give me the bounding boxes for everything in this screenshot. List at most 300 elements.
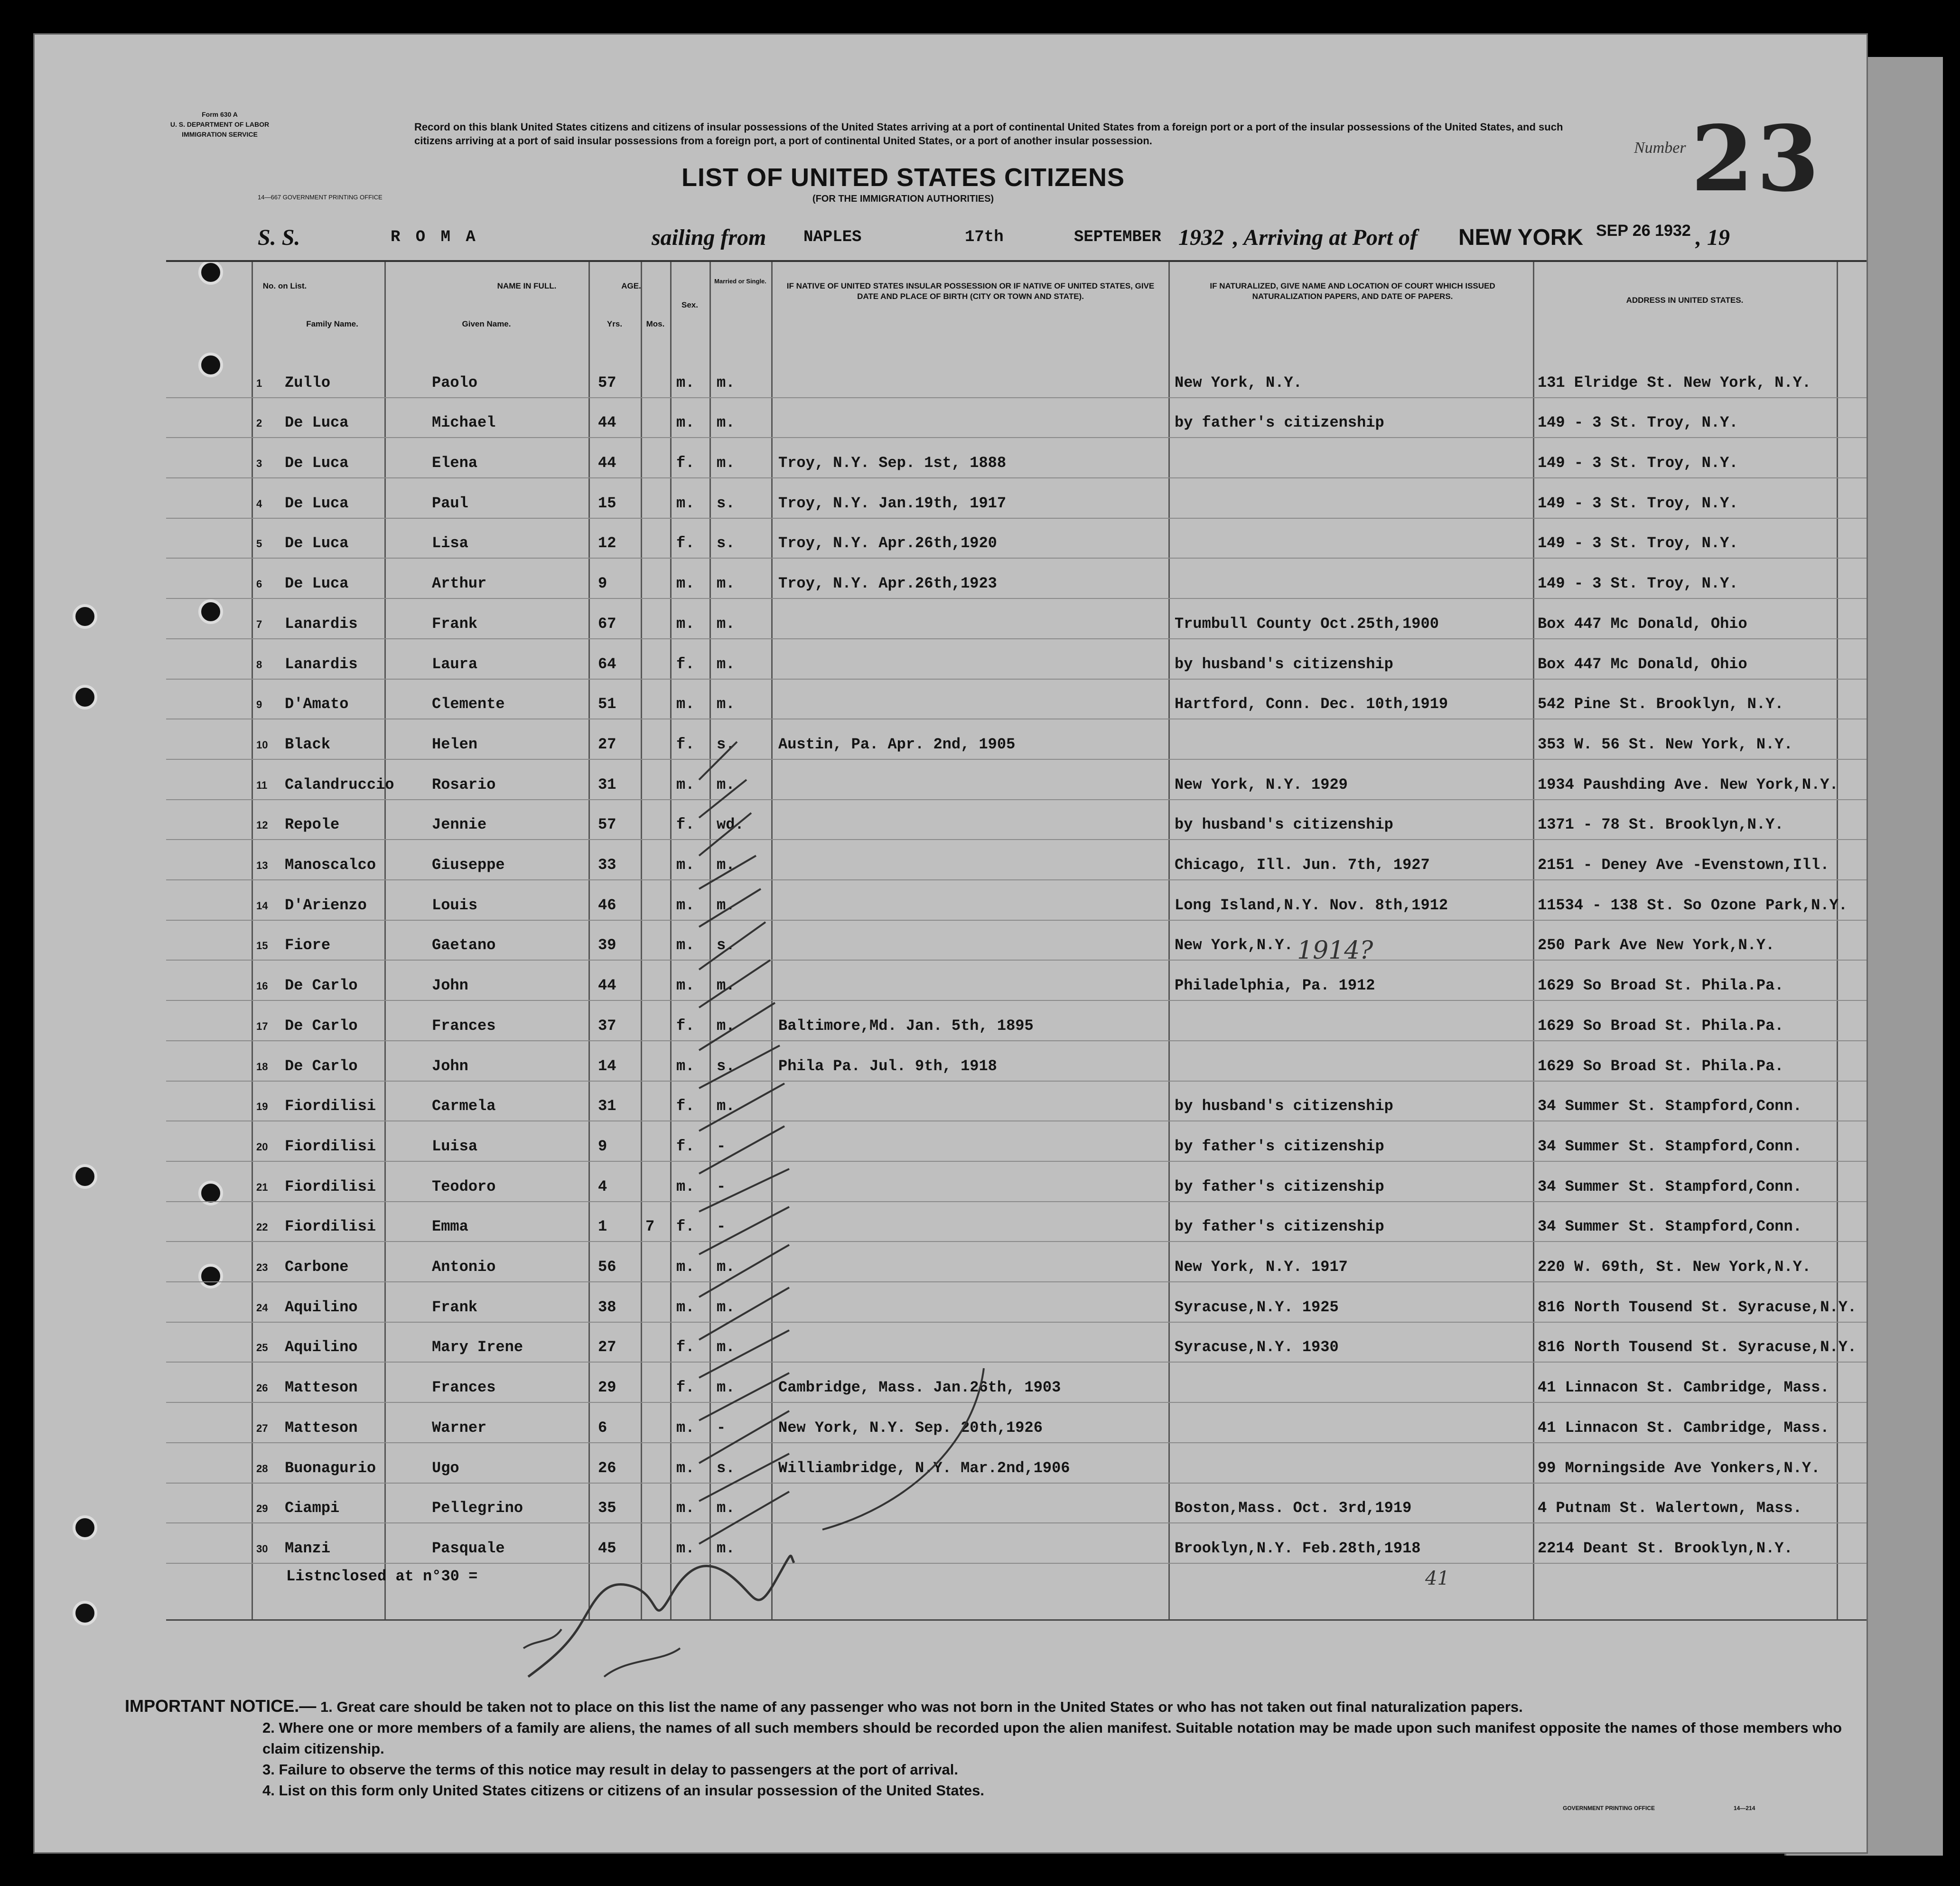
cell-family: Buonagurio — [285, 1459, 376, 1477]
cell-sex: m. — [676, 1539, 695, 1557]
cell-sex: m. — [676, 856, 695, 874]
form-identifier — [113, 110, 327, 140]
table-row — [166, 558, 1868, 599]
cell-addr: 2214 Deant St. Brooklyn,N.Y. — [1538, 1539, 1793, 1557]
cell-nat: New York, N.Y. — [1175, 373, 1302, 392]
notice-item: 3. Failure to observe the terms of this notice may result in delay to passengers at the port of arrival. — [262, 1761, 959, 1778]
cell-family: De Luca — [285, 414, 349, 432]
cell-given: Frank — [432, 615, 478, 633]
cell-no: 8 — [256, 658, 262, 671]
table-row — [166, 397, 1868, 439]
header-birth: IF NATIVE OF UNITED STATES INSULAR POSSESSION OR IF NATIVE OF UNITED STATES, GIVE DATE AND PLACE OF BIRTH (CITY OR TOWN AND STATE). — [786, 281, 1155, 301]
cell-given: Antonio — [432, 1258, 496, 1276]
punch-hole — [73, 604, 97, 629]
cell-yrs: 51 — [598, 695, 616, 713]
cell-given: Lisa — [432, 534, 468, 552]
cell-no: 13 — [256, 859, 268, 872]
table-row — [166, 679, 1868, 720]
form-number: Form 630 A — [202, 111, 238, 118]
cell-addr: 220 W. 69th, St. New York,N.Y. — [1538, 1258, 1811, 1276]
important-notice — [125, 1696, 1857, 1801]
cell-no: 12 — [256, 819, 268, 831]
page-title: LIST OF UNITED STATES CITIZENS — [681, 163, 1125, 192]
cell-ms: s. — [717, 534, 735, 552]
page-subtitle: (FOR THE IMMIGRATION AUTHORITIES) — [812, 194, 994, 204]
cell-given: Warner — [432, 1419, 487, 1437]
cell-given: Emma — [432, 1218, 468, 1236]
cell-ms: m. — [717, 1097, 735, 1115]
cell-no: 11 — [256, 779, 268, 791]
cell-addr: 41 Linnacon St. Cambridge, Mass. — [1538, 1379, 1829, 1397]
cell-given: Clemente — [432, 695, 505, 713]
cell-addr: 34 Summer St. Stampford,Conn. — [1538, 1137, 1802, 1155]
cell-ms: s. — [717, 1459, 735, 1477]
cell-ms: - — [717, 1419, 726, 1437]
cell-sex: m. — [676, 615, 695, 633]
cell-nat: by father's citizenship — [1175, 1177, 1384, 1195]
cell-nat: Syracuse,N.Y. 1930 — [1175, 1338, 1339, 1356]
cell-sex: f. — [676, 1017, 695, 1035]
cell-birth: Troy, N.Y. Apr.26th,1923 — [778, 575, 997, 593]
cell-no: 14 — [256, 899, 268, 912]
cell-nat: by husband's citizenship — [1175, 1097, 1393, 1115]
cell-family: Zullo — [285, 373, 331, 392]
cell-yrs: 27 — [598, 735, 616, 753]
cell-given: Pellegrino — [432, 1499, 523, 1517]
cell-sex: m. — [676, 1177, 695, 1195]
cell-sex: m. — [676, 575, 695, 593]
cell-family: Matteson — [285, 1419, 358, 1437]
cell-no: 19 — [256, 1101, 268, 1113]
cell-no: 2 — [256, 417, 262, 429]
cell-addr: 34 Summer St. Stampford,Conn. — [1538, 1218, 1802, 1236]
cell-family: Black — [285, 735, 331, 753]
cell-sex: f. — [676, 1137, 695, 1155]
cell-addr: 149 - 3 St. Troy, N.Y. — [1538, 575, 1738, 593]
cell-birth: Troy, N.Y. Jan.19th, 1917 — [778, 494, 1007, 512]
cell-sex: f. — [676, 735, 695, 753]
cell-family: Fiordilisi — [285, 1218, 376, 1236]
cell-family: Aquilino — [285, 1338, 358, 1356]
cell-birth: Phila Pa. Jul. 9th, 1918 — [778, 1057, 997, 1075]
cell-sex: f. — [676, 1379, 695, 1397]
cell-addr: 1629 So Broad St. Phila.Pa. — [1538, 1057, 1784, 1075]
form-number-bottom: 14—214 — [1734, 1805, 1755, 1811]
cell-addr: 250 Park Ave New York,N.Y. — [1538, 936, 1775, 954]
cell-addr: 34 Summer St. Stampford,Conn. — [1538, 1177, 1802, 1195]
cell-addr: 816 North Tousend St. Syracuse,N.Y. — [1538, 1298, 1857, 1316]
table-row — [166, 638, 1868, 680]
cell-addr: 1371 - 78 St. Brooklyn,N.Y. — [1538, 816, 1784, 834]
cell-no: 15 — [256, 940, 268, 952]
cell-sex: f. — [676, 816, 695, 834]
cell-ms: m. — [717, 615, 735, 633]
cell-ms: m. — [717, 856, 735, 874]
cell-family: De Luca — [285, 454, 349, 472]
header-family-name: Family Name. — [306, 319, 358, 328]
notice-item: 2. Where one or more members of a family are aliens, the names of all such members should be recorded upon the alien manifest. Suitable notation may be made upon such manifest opposite the names of those members who claim citizenship. — [262, 1719, 1842, 1757]
cell-ms: m. — [717, 896, 735, 914]
cell-no: 25 — [256, 1342, 268, 1354]
cell-yrs: 44 — [598, 454, 616, 472]
cell-given: Rosario — [432, 775, 496, 794]
cell-family: De Carlo — [285, 1057, 358, 1075]
cell-ms: m. — [717, 655, 735, 673]
cell-family: Lanardis — [285, 655, 358, 673]
cell-sex: f. — [676, 1097, 695, 1115]
cell-no: 5 — [256, 538, 262, 550]
cell-mos: 7 — [645, 1218, 655, 1236]
cell-given: Michael — [432, 414, 496, 432]
sailing-year: 1932 — [1178, 225, 1224, 250]
cell-family: D'Amato — [285, 695, 349, 713]
cell-sex: m. — [676, 1499, 695, 1517]
cell-ms: - — [717, 1218, 726, 1236]
cell-no: 29 — [256, 1503, 268, 1515]
cell-yrs: 31 — [598, 1097, 616, 1115]
cell-nat: Chicago, Ill. Jun. 7th, 1927 — [1175, 856, 1430, 874]
tick-marks — [680, 723, 1022, 1643]
header-address: ADDRESS IN UNITED STATES. — [1626, 296, 1744, 305]
cell-addr: 11534 - 138 St. So Ozone Park,N.Y. — [1538, 896, 1848, 914]
cell-yrs: 57 — [598, 373, 616, 392]
handwritten-mark: 41 — [1425, 1568, 1449, 1589]
cell-yrs: 38 — [598, 1298, 616, 1316]
cell-given: Paolo — [432, 373, 478, 392]
cell-addr: 542 Pine St. Brooklyn, N.Y. — [1538, 695, 1784, 713]
cell-yrs: 35 — [598, 1499, 616, 1517]
cell-birth: New York, N.Y. Sep. 20th,1926 — [778, 1419, 1043, 1437]
cell-nat: New York,N.Y. — [1175, 936, 1293, 954]
cell-yrs: 29 — [598, 1379, 616, 1397]
cell-nat: Hartford, Conn. Dec. 10th,1919 — [1175, 695, 1448, 713]
cell-no: 20 — [256, 1140, 268, 1153]
cell-yrs: 37 — [598, 1017, 616, 1035]
header-no: No. on List. — [262, 281, 307, 290]
cell-nat: Syracuse,N.Y. 1925 — [1175, 1298, 1339, 1316]
arriving-label: , Arriving at Port of — [1233, 225, 1418, 250]
cell-no: 30 — [256, 1542, 268, 1555]
cell-addr: 149 - 3 St. Troy, N.Y. — [1538, 534, 1738, 552]
cell-family: Fiore — [285, 936, 331, 954]
cell-yrs: 15 — [598, 494, 616, 512]
cell-addr: 4 Putnam St. Walertown, Mass. — [1538, 1499, 1802, 1517]
cell-nat: New York, N.Y. 1917 — [1175, 1258, 1348, 1276]
sailing-month: SEPTEMBER — [1074, 228, 1161, 246]
table-row — [166, 477, 1868, 519]
form-instructions: Record on this blank United States citizens and citizens of insular possessions of the United States arriving at a port of continental United States from a foreign port or a port of the insular possessions of the United States, and such citizens arriving at a port of said insular possessions from a foreign port, a port of continental United States, or a port of another insular possession. — [414, 121, 1563, 147]
cell-sex: m. — [676, 1298, 695, 1316]
cell-family: Ciampi — [285, 1499, 340, 1517]
sailing-day: 17th — [965, 228, 1004, 246]
service-name: IMMIGRATION SERVICE — [182, 131, 258, 138]
cell-ms: m. — [717, 695, 735, 713]
cell-no: 7 — [256, 618, 262, 630]
cell-family: De Luca — [285, 534, 349, 552]
header-name-in-full: NAME IN FULL. — [497, 281, 557, 290]
cell-nat: Brooklyn,N.Y. Feb.28th,1918 — [1175, 1539, 1421, 1557]
table-row — [166, 518, 1868, 559]
cell-sex: f. — [676, 655, 695, 673]
cell-given: Teodoro — [432, 1177, 496, 1195]
cell-addr: Box 447 Mc Donald, Ohio — [1538, 615, 1747, 633]
cell-given: Gaetano — [432, 936, 496, 954]
cell-addr: 131 Elridge St. New York, N.Y. — [1538, 373, 1811, 392]
cell-no: 26 — [256, 1382, 268, 1394]
cell-addr: Box 447 Mc Donald, Ohio — [1538, 655, 1747, 673]
cell-family: Manoscalco — [285, 856, 376, 874]
cell-ms: s. — [717, 735, 735, 753]
cell-yrs: 44 — [598, 414, 616, 432]
cell-addr: 41 Linnacon St. Cambridge, Mass. — [1538, 1419, 1829, 1437]
cell-nat: by husband's citizenship — [1175, 655, 1393, 673]
cell-addr: 149 - 3 St. Troy, N.Y. — [1538, 414, 1738, 432]
cell-addr: 149 - 3 St. Troy, N.Y. — [1538, 494, 1738, 512]
cell-birth: Troy, N.Y. Sep. 1st, 1888 — [778, 454, 1007, 472]
cell-sex: m. — [676, 1258, 695, 1276]
cell-nat: Trumbull County Oct.25th,1900 — [1175, 615, 1439, 633]
manifest-page — [33, 33, 1868, 1854]
punch-hole — [73, 1164, 97, 1189]
cell-given: Laura — [432, 655, 478, 673]
cell-birth: Austin, Pa. Apr. 2nd, 1905 — [778, 735, 1016, 753]
cell-given: Luisa — [432, 1137, 478, 1155]
cell-ms: wd. — [717, 816, 744, 834]
cell-given: Helen — [432, 735, 478, 753]
cell-nat: Boston,Mass. Oct. 3rd,1919 — [1175, 1499, 1412, 1517]
cell-no: 21 — [256, 1181, 268, 1193]
cell-ms: m. — [717, 1499, 735, 1517]
cell-given: John — [432, 977, 468, 995]
cell-yrs: 57 — [598, 816, 616, 834]
cell-given: Pasquale — [432, 1539, 505, 1557]
cell-addr: 149 - 3 St. Troy, N.Y. — [1538, 454, 1738, 472]
arrival-stamp: SEP 26 1932 — [1596, 222, 1691, 240]
cell-birth: Williambridge, N.Y. Mar.2nd,1906 — [778, 1459, 1070, 1477]
cell-nat: by father's citizenship — [1175, 414, 1384, 432]
cell-sex: f. — [676, 454, 695, 472]
cell-no: 24 — [256, 1301, 268, 1314]
cell-addr: 1934 Paushding Ave. New York,N.Y. — [1538, 775, 1839, 794]
cell-sex: m. — [676, 977, 695, 995]
year-label: , 19 — [1696, 225, 1730, 250]
cell-yrs: 26 — [598, 1459, 616, 1477]
sailing-label: sailing from — [652, 225, 766, 250]
cell-no: 16 — [256, 980, 268, 992]
cell-no: 6 — [256, 578, 262, 590]
cell-yrs: 46 — [598, 896, 616, 914]
cell-birth: Baltimore,Md. Jan. 5th, 1895 — [778, 1017, 1034, 1035]
header-married-single: Married or Single. — [714, 278, 766, 285]
cell-birth: Troy, N.Y. Apr.26th,1920 — [778, 534, 997, 552]
cell-addr: 353 W. 56 St. New York, N.Y. — [1538, 735, 1793, 753]
cell-ms: m. — [717, 1258, 735, 1276]
table-row — [166, 357, 1868, 398]
cell-ms: m. — [717, 373, 735, 392]
cell-ms: m. — [717, 977, 735, 995]
cell-given: Mary Irene — [432, 1338, 523, 1356]
cell-given: Ugo — [432, 1459, 459, 1477]
cell-yrs: 44 — [598, 977, 616, 995]
cell-ms: s. — [717, 1057, 735, 1075]
cell-family: Matteson — [285, 1379, 358, 1397]
header-age: AGE. — [621, 281, 641, 290]
cell-family: D'Arienzo — [285, 896, 367, 914]
header-sex: Sex. — [681, 300, 698, 309]
cell-family: Aquilino — [285, 1298, 358, 1316]
header-naturalized: IF NATURALIZED, GIVE NAME AND LOCATION OF COURT WHICH ISSUED NATURALIZATION PAPERS, AND DATE OF PAPERS. — [1210, 281, 1495, 301]
cell-sex: f. — [676, 534, 695, 552]
cell-sex: m. — [676, 1459, 695, 1477]
cell-ms: s. — [717, 494, 735, 512]
cell-sex: m. — [676, 896, 695, 914]
cell-ms: s. — [717, 936, 735, 954]
cell-family: De Carlo — [285, 1017, 358, 1035]
cell-sex: m. — [676, 373, 695, 392]
cell-addr: 99 Morningside Ave Yonkers,N.Y. — [1538, 1459, 1820, 1477]
cell-yrs: 6 — [598, 1419, 607, 1437]
table-row — [166, 598, 1868, 639]
cell-nat: New York, N.Y. 1929 — [1175, 775, 1348, 794]
cell-given: Elena — [432, 454, 478, 472]
cell-no: 23 — [256, 1261, 268, 1274]
cell-family: Fiordilisi — [285, 1177, 376, 1195]
cell-ms: m. — [717, 575, 735, 593]
cell-ms: m. — [717, 1539, 735, 1557]
table-row — [166, 437, 1868, 478]
cell-addr: 816 North Tousend St. Syracuse,N.Y. — [1538, 1338, 1857, 1356]
cell-yrs: 64 — [598, 655, 616, 673]
cell-no: 10 — [256, 738, 268, 751]
cell-family: Lanardis — [285, 615, 358, 633]
cell-given: Arthur — [432, 575, 487, 593]
cell-family: De Luca — [285, 494, 349, 512]
cell-no: 4 — [256, 497, 262, 510]
cell-yrs: 39 — [598, 936, 616, 954]
cell-ms: m. — [717, 1017, 735, 1035]
cell-birth: Cambridge, Mass. Jan.26th, 1903 — [778, 1379, 1061, 1397]
cell-addr: 1629 So Broad St. Phila.Pa. — [1538, 1017, 1784, 1035]
cell-family: Repole — [285, 816, 340, 834]
cell-ms: - — [717, 1137, 726, 1155]
port-from: NAPLES — [803, 228, 862, 246]
cell-yrs: 12 — [598, 534, 616, 552]
list-closed-note: Listnclosed at n°30 = — [286, 1568, 478, 1585]
header-yrs: Yrs. — [607, 319, 623, 328]
cell-nat: Philadelphia, Pa. 1912 — [1175, 977, 1375, 995]
cell-no: 1 — [256, 377, 262, 389]
ss-label: S. S. — [258, 225, 300, 250]
cell-no: 9 — [256, 699, 262, 711]
cell-no: 28 — [256, 1462, 268, 1475]
cell-family: De Luca — [285, 575, 349, 593]
cell-family: Fiordilisi — [285, 1097, 376, 1115]
printing-office-bottom: GOVERNMENT PRINTING OFFICE — [1563, 1805, 1655, 1811]
cell-given: John — [432, 1057, 468, 1075]
cell-nat: by father's citizenship — [1175, 1137, 1384, 1155]
cell-addr: 2151 - Deney Ave -Evenstown,Ill. — [1538, 856, 1829, 874]
cell-no: 3 — [256, 457, 262, 470]
ship-name: R O M A — [391, 228, 478, 246]
cell-family: Calandruccio — [285, 775, 394, 794]
handwritten-annotation: 1914? — [1297, 936, 1373, 965]
cell-sex: m. — [676, 1057, 695, 1075]
cell-yrs: 1 — [598, 1218, 607, 1236]
cell-family: Manzi — [285, 1539, 331, 1557]
port-to: NEW YORK — [1458, 225, 1584, 250]
cell-ms: - — [717, 1177, 726, 1195]
cell-sex: m. — [676, 494, 695, 512]
cell-addr: 34 Summer St. Stampford,Conn. — [1538, 1097, 1802, 1115]
cell-yrs: 4 — [598, 1177, 607, 1195]
cell-ms: m. — [717, 1379, 735, 1397]
number-label: Number — [1634, 139, 1686, 157]
notice-item: 4. List on this form only United States citizens or citizens of an insular possession of the United States. — [262, 1782, 984, 1799]
cell-nat: Long Island,N.Y. Nov. 8th,1912 — [1175, 896, 1448, 914]
cell-sex: m. — [676, 695, 695, 713]
cell-family: Fiordilisi — [285, 1137, 376, 1155]
cell-ms: m. — [717, 414, 735, 432]
cell-yrs: 9 — [598, 575, 607, 593]
cell-given: Paul — [432, 494, 468, 512]
cell-sex: m. — [676, 936, 695, 954]
cell-no: 18 — [256, 1060, 268, 1073]
voyage-line — [35, 224, 1791, 253]
cell-sex: m. — [676, 414, 695, 432]
notice-item: 1. Great care should be taken not to place on this list the name of any passenger who was not born in the United States or who has not taken out final naturalization papers. — [320, 1699, 1523, 1715]
cell-yrs: 27 — [598, 1338, 616, 1356]
punch-hole — [73, 1515, 97, 1540]
cell-yrs: 31 — [598, 775, 616, 794]
cell-yrs: 9 — [598, 1137, 607, 1155]
cell-given: Carmela — [432, 1097, 496, 1115]
cell-no: 17 — [256, 1020, 268, 1032]
cell-no: 22 — [256, 1221, 268, 1233]
cell-ms: m. — [717, 1298, 735, 1316]
list-number: 23 — [1691, 106, 1822, 212]
cell-yrs: 45 — [598, 1539, 616, 1557]
header-mos: Mos. — [646, 319, 665, 328]
punch-hole — [73, 1601, 97, 1625]
punch-hole — [73, 685, 97, 710]
cell-given: Giuseppe — [432, 856, 505, 874]
cell-yrs: 33 — [598, 856, 616, 874]
cell-yrs: 14 — [598, 1057, 616, 1075]
cell-given: Jennie — [432, 816, 487, 834]
cell-nat: by husband's citizenship — [1175, 816, 1393, 834]
notice-heading: IMPORTANT NOTICE.— — [125, 1696, 317, 1716]
printing-office-note: 14—667 GOVERNMENT PRINTING OFFICE — [258, 194, 383, 201]
cell-given: Frank — [432, 1298, 478, 1316]
department-name: U. S. DEPARTMENT OF LABOR — [170, 121, 270, 128]
cell-sex: f. — [676, 1218, 695, 1236]
cell-ms: m. — [717, 775, 735, 794]
header-given-name: Given Name. — [462, 319, 511, 328]
cell-family: De Carlo — [285, 977, 358, 995]
cell-family: Carbone — [285, 1258, 349, 1276]
cell-ms: m. — [717, 1338, 735, 1356]
cell-no: 27 — [256, 1422, 268, 1434]
cell-ms: m. — [717, 454, 735, 472]
cell-sex: f. — [676, 1338, 695, 1356]
cell-given: Frances — [432, 1017, 496, 1035]
cell-given: Frances — [432, 1379, 496, 1397]
cell-yrs: 56 — [598, 1258, 616, 1276]
cell-yrs: 67 — [598, 615, 616, 633]
cell-nat: by father's citizenship — [1175, 1218, 1384, 1236]
cell-sex: m. — [676, 775, 695, 794]
cell-given: Louis — [432, 896, 478, 914]
